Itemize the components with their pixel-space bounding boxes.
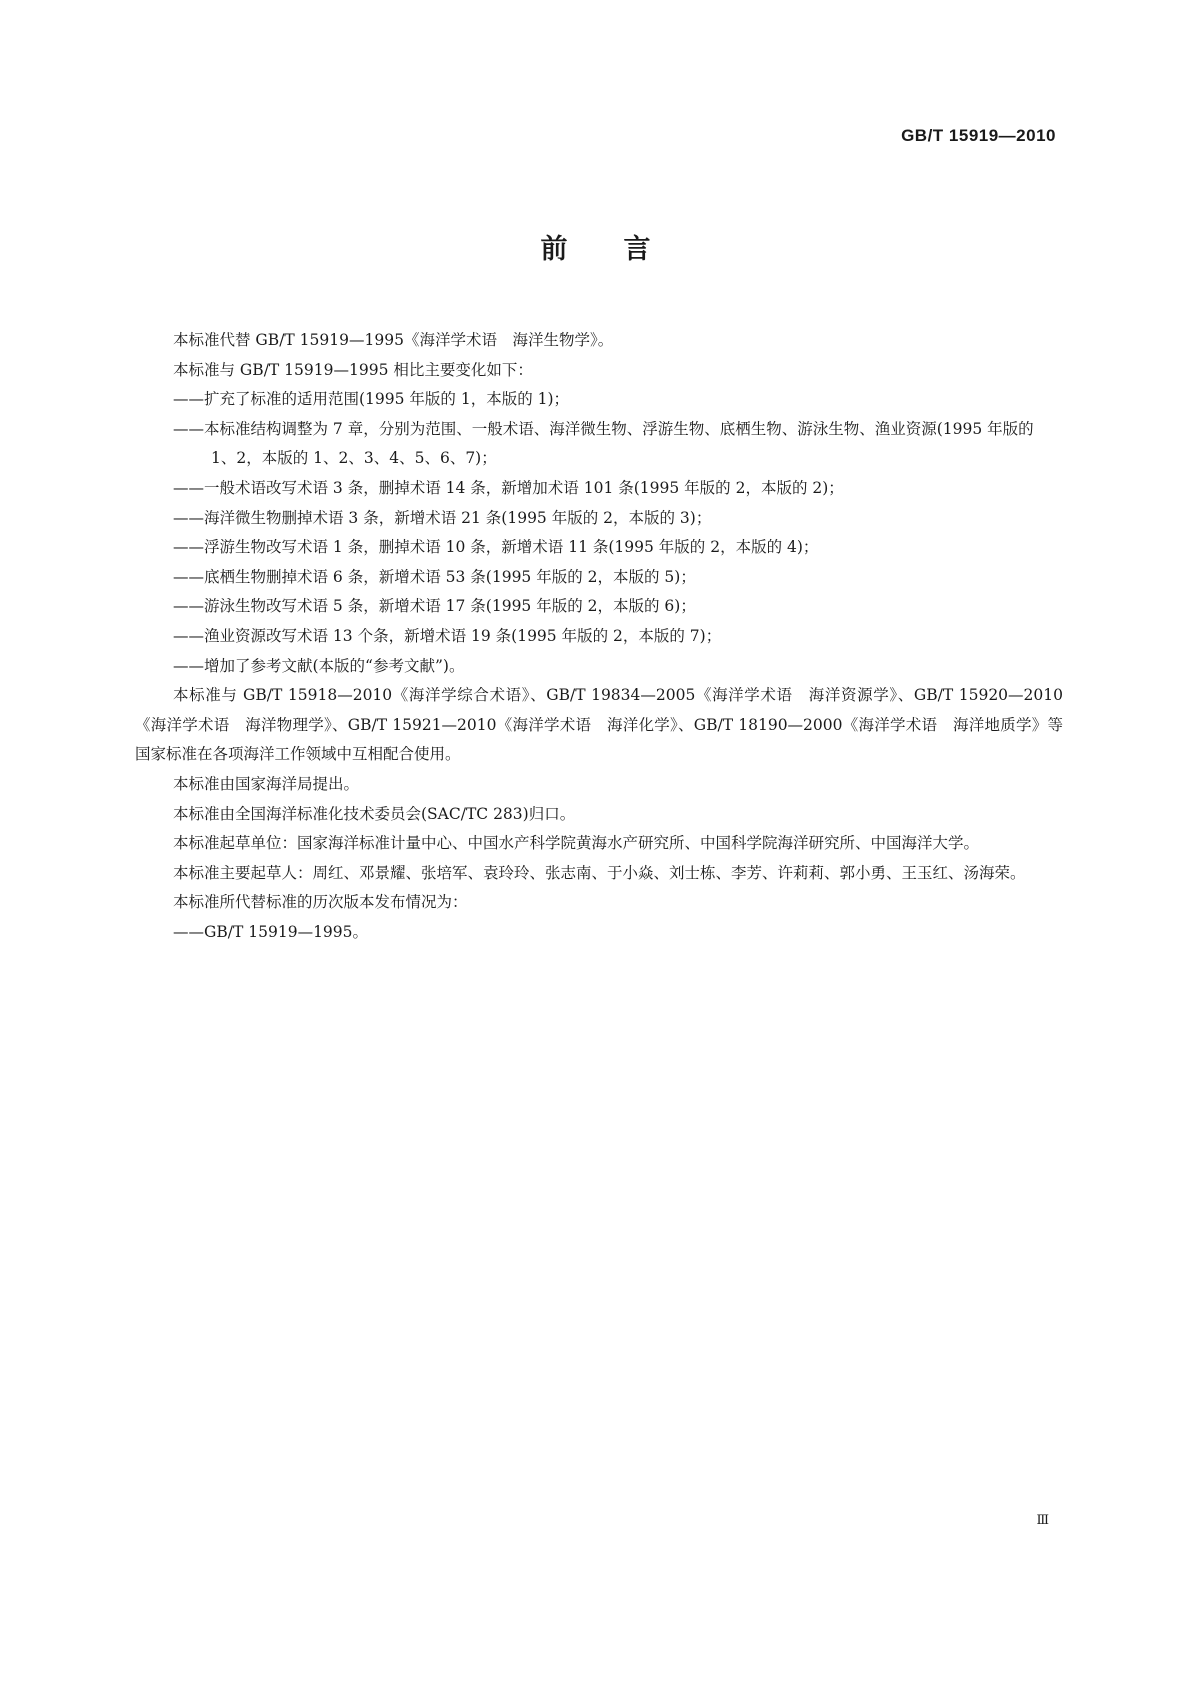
change-item: ——海洋微生物删掉术语 3 条，新增术语 21 条(1995 年版的 2，本版的 3)； <box>173 508 712 527</box>
proposed-by-paragraph: 本标准由国家海洋局提出。 <box>173 774 360 793</box>
replaces-paragraph: 本标准代替 GB/T 15919—1995《海洋学术语 海洋生物学》。 <box>173 331 614 349</box>
related-standards-paragraph: 本标准与 GB/T 15918—2010《海洋学综合术语》、GB/T 19834—2005《海洋学术语 海洋资源学》、GB/T 15920—2010《海洋学术语 海洋物理学》、GB/T 15921—2010《海洋学术语 海洋化学》、GB/T 18190—2000《海洋学术语 海洋地质学》等国家标准在各项海洋工作领域中互相配合使用。 <box>135 686 1063 764</box>
change-item: ——本标准结构调整为 7 章，分别为范围、一般术语、海洋微生物、浮游生物、底栖生物、游泳生物、渔业资源(1995 年版的 1、2，本版的 1、2、3、4、5、6、7)； <box>173 419 1034 468</box>
drafters-paragraph: 本标准主要起草人：周红、邓景耀、张培军、袁玲玲、张志南、于小焱、刘士栋、李芳、许莉莉、郭小勇、王玉红、汤海荣。 <box>173 863 1026 882</box>
change-item: ——一般术语改写术语 3 条，删掉术语 14 条，新增加术语 101 条(1995 年版的 2，本版的 2)； <box>173 478 844 497</box>
change-item: ——增加了参考文献(本版的“参考文献”)。 <box>173 656 465 675</box>
history-intro-paragraph: 本标准所代替标准的历次版本发布情况为： <box>173 893 468 912</box>
standard-code: GB/T 15919—2010 <box>901 126 1056 145</box>
page-title-char-2: 言 <box>623 234 651 265</box>
administered-by-paragraph: 本标准由全国海洋标准化技术委员会(SAC/TC 283)归口。 <box>173 804 576 823</box>
page-title-char-1: 前 <box>540 234 568 265</box>
page-title <box>0 230 1191 270</box>
changes-intro-paragraph: 本标准与 GB/T 15919—1995 相比主要变化如下： <box>173 360 533 379</box>
change-item: ——底栖生物删掉术语 6 条，新增术语 53 条(1995 年版的 2，本版的 5)； <box>173 567 696 586</box>
drafting-units-paragraph: 本标准起草单位：国家海洋标准计量中心、中国水产科学院黄海水产研究所、中国科学院海洋研究所、中国海洋大学。 <box>173 834 980 853</box>
history-item: ——GB/T 15919—1995。 <box>173 922 369 941</box>
change-item: ——扩充了标准的适用范围(1995 年版的 1，本版的 1)； <box>173 390 570 409</box>
change-item: ——游泳生物改写术语 5 条，新增术语 17 条(1995 年版的 2，本版的 6)； <box>173 597 696 616</box>
change-item: ——渔业资源改写术语 13 个条，新增术语 19 条(1995 年版的 2，本版的 7)； <box>173 626 722 645</box>
page-number: Ⅲ <box>1036 1513 1048 1528</box>
change-item: ——浮游生物改写术语 1 条，删掉术语 10 条，新增术语 11 条(1995 年版的 2，本版的 4)； <box>173 538 819 557</box>
foreword-body <box>135 326 1063 947</box>
